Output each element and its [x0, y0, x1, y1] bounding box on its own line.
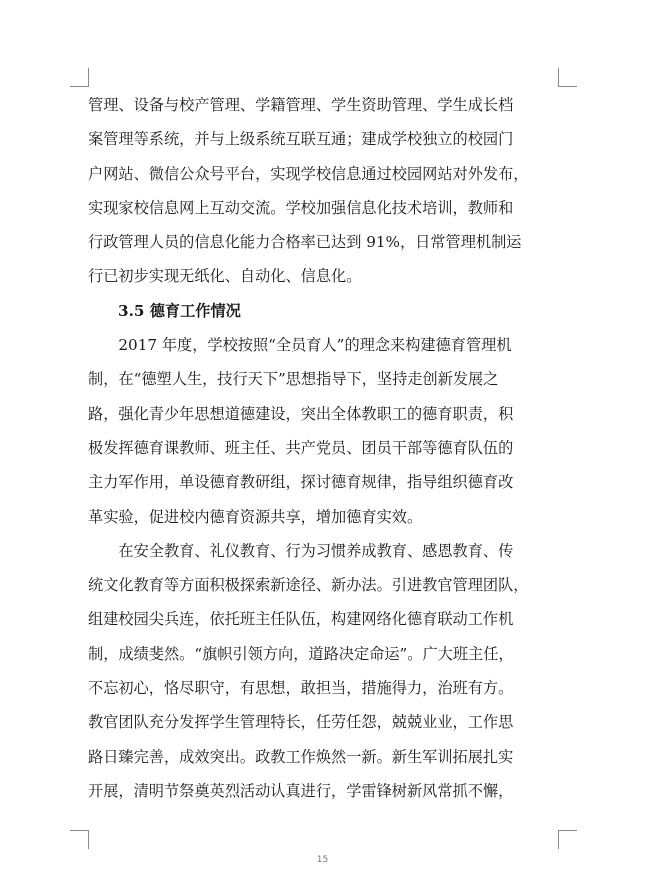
text-line: 在安全教育、礼仪教育、行为习惯养成教育、感恩教育、传	[88, 541, 514, 560]
text-line: 革实验，促进校内德育资源共享，增加德育实效。	[88, 507, 423, 526]
text-line: 组建校园尖兵连，依托班主任队伍，构建网络化德育联动工作机	[88, 610, 514, 629]
text-line: 管理、设备与校产管理、学籍管理、学生资助管理、学生成长档	[88, 96, 514, 114]
crop-mark-top-right	[558, 68, 577, 87]
section-heading: 3.5 德育工作情况	[118, 301, 241, 320]
text-line: 主力军作用，单设德育教研组，探讨德育规律，指导组织德育改	[88, 473, 514, 492]
text-line: 制，在“德塑人生，技行天下”思想指导下，坚持走创新发展之	[88, 370, 499, 389]
text-line: 案管理等系统，并与上级系统互联互通；建成学校独立的校园门	[88, 130, 514, 149]
text-line: 制，成绩斐然。“旗帜引领方向，道路决定命运”。广大班主任，	[88, 644, 514, 663]
text-line: 统文化教育等方面积极探索新途径、新办法。引进教官管理团队，	[88, 576, 529, 595]
text-line: 极发挥德育课教师、班主任、共产党员、团员干部等德育队伍的	[88, 438, 514, 457]
text-line: 开展，清明节祭奠英烈活动认真进行，学雷锋树新风常抓不懈，	[88, 781, 514, 800]
text-line: 行政管理人员的信息化能力合格率已达到 91%，日常管理机制运	[88, 233, 522, 252]
text-line: 路日臻完善，成效突出。政教工作焕然一新。新生军训拓展扎实	[88, 747, 514, 766]
text-line: 不忘初心，恪尽职守，有思想，敢担当，措施得力，治班有方。	[88, 679, 514, 698]
text-line: 2017 年度，学校按照“全员育人”的理念来构建德育管理机	[88, 336, 512, 355]
body-text	[88, 88, 558, 808]
text-line: 实现家校信息网上互动交流。学校加强信息化技术培训，教师和	[88, 198, 514, 217]
text-line: 教官团队充分发挥学生管理特长，任劳任怨，兢兢业业，工作思	[88, 713, 514, 732]
text-line: 户网站、微信公众号平台，实现学校信息通过校园网站对外发布，	[88, 164, 529, 183]
page-number: 15	[316, 855, 329, 865]
crop-mark-bottom-right	[558, 830, 577, 849]
crop-mark-top-left	[70, 68, 89, 87]
text-line: 路，强化青少年思想道德建设，突出全体教职工的德育职责，积	[88, 404, 514, 423]
text-line: 行已初步实现无纸化、自动化、信息化。	[88, 267, 362, 286]
crop-mark-bottom-left	[70, 830, 89, 849]
